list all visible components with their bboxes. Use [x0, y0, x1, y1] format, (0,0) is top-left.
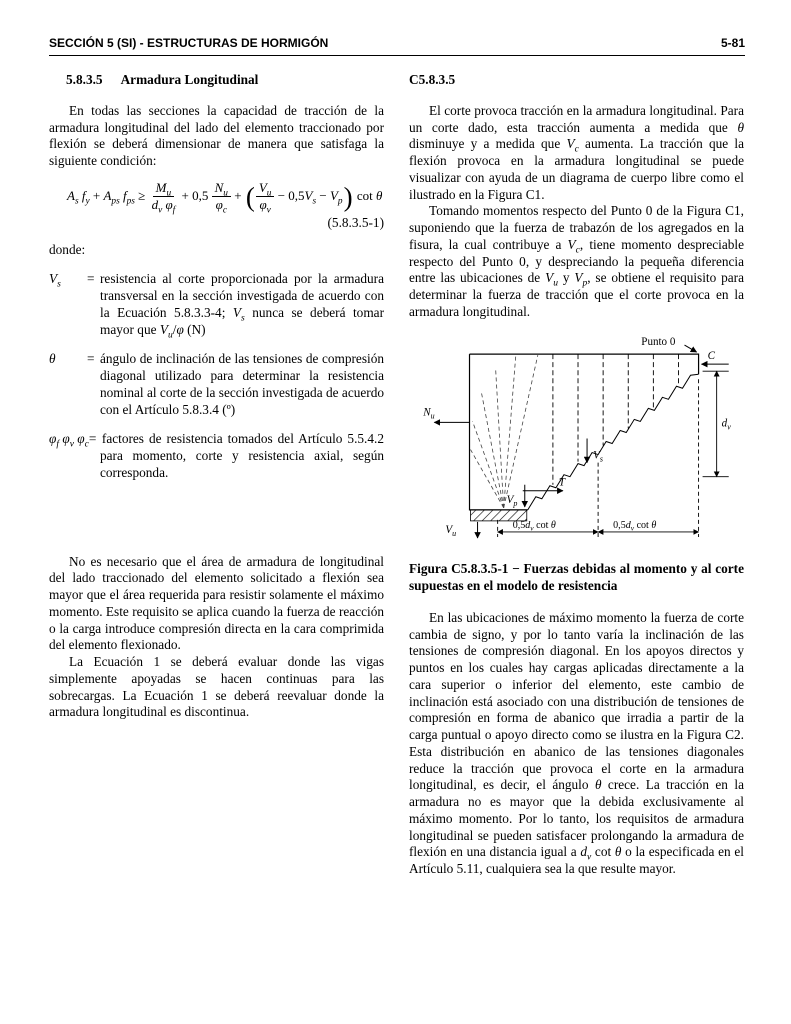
equation: $A_s$ $f_y + A_{ps}$ $f_{ps}$ ≥ $\frac{M_u}{d_v \varphi_f}$ + 0,5 $\frac{N_u}{\varphi_c}$ + ( $\frac{V_u}{\varphi_v}$ − $0,5V_s - V_p$) cot θ [67, 179, 383, 216]
definition-theta [49, 351, 384, 418]
page-header [49, 36, 745, 56]
right-column [409, 72, 744, 878]
definition-vs [49, 271, 384, 341]
equals-sign: = [87, 351, 95, 367]
label-dim-2: $0,5d_v$ cot θ [613, 519, 657, 532]
beam-outline [470, 354, 699, 510]
commentary-paragraph-1: El corte provoca tracción en la armadura longitudinal. Para un corte dado, esta tracción aumenta a medida que θ disminuye y a medida que $V_c$ aumenta. La tracción que la flexión provoca en la armadura longitudinal se puede visualizar con ayuda de un diagrama de cuerpo libre como el ilustrado en la Figura C1. [409, 102, 744, 202]
label-dv: $d_v$ [721, 416, 731, 431]
where-label: donde: [49, 241, 86, 257]
equals-sign: = [88, 431, 97, 447]
equation-number: (5.8.3.5-1) [327, 214, 384, 230]
equals-sign: = [87, 271, 95, 287]
definition-phi-factors [49, 431, 384, 481]
label-nu: $N_u$ [423, 405, 435, 420]
figure-caption: Figura C5.8.3.5-1 − Fuerzas debidas al momento y al corte supuestas en el modelo de resistencia [409, 561, 744, 593]
two-column-layout [49, 72, 745, 878]
section-heading [49, 72, 384, 89]
paragraph-equation-evaluation: La Ecuación 1 se deberá evaluar donde las vigas simplemente apoyadas se hacen continuas para las sobrecargas. La Ecuación 1 se deberá reevaluar donde la armadura longitudinal es discontinua. [49, 654, 384, 720]
definition-body: ángulo de inclinación de las tensiones de compresión diagonal utilizado para determinar la resistencia nominal al corte de la sección investigada de acuerdo con el Artículo 5.8.3.4 (º) [100, 351, 384, 417]
left-column [49, 72, 384, 878]
free-body-diagram [409, 329, 741, 545]
definition-body: resistencia al corte proporcionada por la armadura transversal en la sección investigada de acuerdo con la Ecuación 5.8.3.3-4; $V_s$ nunca se deberá tomar mayor que $V_u/\varphi$ (N) [100, 271, 384, 341]
punto0-leader-arrow [685, 345, 697, 352]
paragraph-area-requirement: No es necesario que el área de armadura de longitudinal del lado traccionado del elemento solicitado a flexión sea mayor que el área requerida para resistir solamente el máximo momento. Este requisito se aplica cuando la fuerza de reacción o la carga introduce compresión directa en la cara comprimida del elemento flexionado. [49, 553, 384, 653]
figure [409, 329, 744, 550]
section-number: 5.8.3.5 [66, 72, 103, 87]
section-title: Armadura Longitudinal [120, 72, 259, 87]
label-t: T [558, 476, 566, 489]
dimension-lines [498, 371, 729, 537]
paragraph-intro: En todas las secciones la capacidad de tracción de la armadura longitudinal del lado del elemento traccionado por flexión se deberá dimensionar de manera que satisfaga la siguiente condición: [49, 102, 384, 168]
label-punto-0: Punto 0 [641, 335, 676, 348]
definition-term: $V_s$ [49, 271, 61, 290]
label-vp: $V_p$ [506, 493, 518, 508]
label-dim-1: $0,5d_v$ cot θ [512, 519, 556, 532]
definition-body: factores de resistencia tomados del Artículo 5.5.4.2 para momento, corte y resistencia axial, según corresponda. [100, 431, 384, 480]
header-page-number: 5-81 [720, 36, 745, 50]
crack-line [528, 374, 699, 510]
header-section-title: SECCIÓN 5 (SI) - ESTRUCTURAS DE HORMIGÓN [49, 36, 329, 50]
label-vu: $V_u$ [445, 523, 457, 538]
commentary-paragraph-2: Tomando momentos respecto del Punto 0 de la Figura C1, suponiendo que la fuerza de trabazón de los agregados en la fisura, la cual contribuye a $V_c$, tiene momento despreciable respecto del Punto 0, y despreciando la pequeña diferencia entre las ubicaciones de $V_u$ y $V_p$, se obtiene el requisito para determinar la fuerza de tracción que el corte provoca en la armadura longitudinal. [409, 203, 745, 319]
force-arrows [434, 345, 728, 538]
label-vs: $V_s$ [593, 449, 603, 464]
figure-labels [422, 336, 731, 538]
stirrup-lines [553, 354, 679, 485]
label-c: C [707, 349, 715, 362]
definition-term: $\varphi_f$ $\varphi_v$ $\varphi_c$ [49, 431, 89, 450]
definition-term: θ [49, 351, 56, 367]
commentary-paragraph-3: En las ubicaciones de máximo momento la fuerza de corte cambia de signo, y por lo tanto varía la inclinación de las tensiones de compresión diagonal. En los apoyos directos y puntos en los cuales hay cargas aplicadas directamente a la cara superior o inferior del elemento, este cambio de inclinación está asociado con una distribución de tensiones de compresión en forma de abanico que irradia a partir de la carga puntual o apoyo directo como se ilustra en la Figura C2. Esta distribución en abanico de las tensiones diagonales reduce la tracción que provoca el corte en la armadura longitudinal, es decir, el ángulo θ crece. La tracción en la armadura no es mayor que la debida exclusivamente al máximo momento. Por lo tanto, los requisitos de armadura longitudinal se pueden satisfacer prolongando la armadura de flexión en una distancia igual a $d_v$ cot θ o la especificada en el Artículo 5.11, cualquiera sea la que resulte mayor. [409, 609, 744, 876]
commentary-heading: C5.8.3.5 [409, 72, 456, 87]
compression-fan [471, 355, 538, 508]
